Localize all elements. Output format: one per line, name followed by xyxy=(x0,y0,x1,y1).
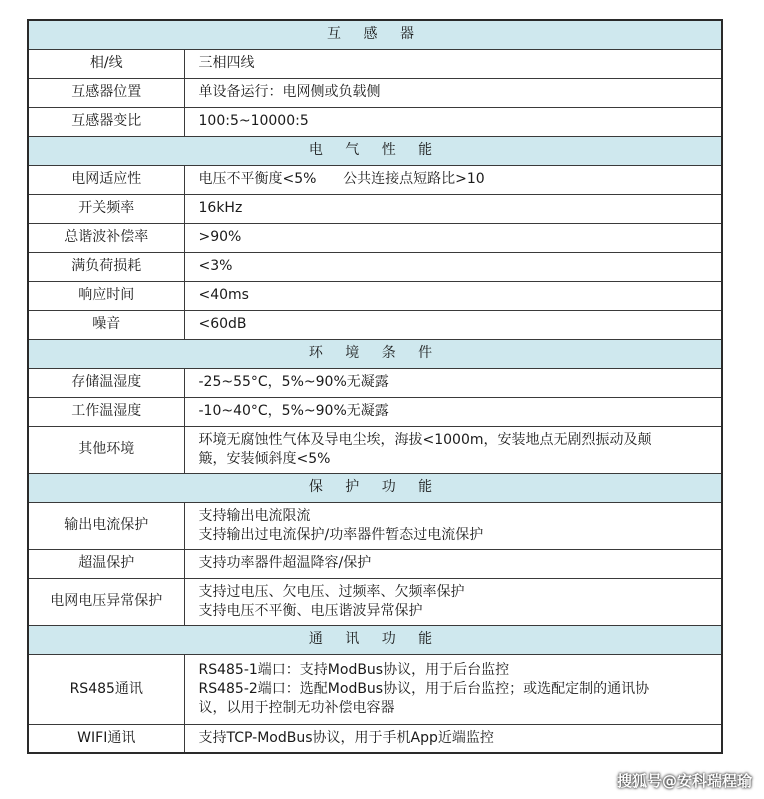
section-title: 保 护 功 能 xyxy=(28,473,722,502)
table-row xyxy=(28,368,722,397)
value-line: 支持电压不平衡、电压谐波异常保护 xyxy=(198,602,423,619)
row-label: 电网适应性 xyxy=(28,165,184,194)
table-row xyxy=(28,281,722,310)
row-value: 100:5~10000:5 xyxy=(184,107,722,136)
row-label: 互感器变比 xyxy=(28,107,184,136)
row-value: 单设备运行：电网侧或负载侧 xyxy=(184,78,722,107)
row-value xyxy=(184,502,722,549)
row-value: <60dB xyxy=(184,310,722,339)
row-label: 噪音 xyxy=(28,310,184,339)
row-label: 开关频率 xyxy=(28,194,184,223)
row-value xyxy=(184,426,722,473)
value-line: 议，以用于控制无功补偿电容器 xyxy=(198,699,395,716)
table-row xyxy=(28,654,722,724)
table-row xyxy=(28,310,722,339)
row-value: 支持TCP-ModBus协议，用于手机App近端监控 xyxy=(184,724,722,753)
section-title: 电 气 性 能 xyxy=(28,136,722,165)
value-line: 簸，安装倾斜度<5% xyxy=(198,450,331,467)
table-row xyxy=(28,223,722,252)
row-value: 三相四线 xyxy=(184,49,722,78)
table-row xyxy=(28,426,722,473)
value-line: 支持过电压、欠电压、过频率、欠频率保护 xyxy=(198,583,465,600)
row-value xyxy=(184,578,722,625)
table-row xyxy=(28,578,722,625)
section-title: 互 感 器 xyxy=(28,20,722,49)
row-label: 输出电流保护 xyxy=(28,502,184,549)
section-title: 通 讯 功 能 xyxy=(28,625,722,654)
value-line: RS485-1端口：支持ModBus协议，用于后台监控 xyxy=(198,661,510,678)
row-label: 相/线 xyxy=(28,49,184,78)
row-label: 工作温湿度 xyxy=(28,397,184,426)
section-title: 环 境 条 件 xyxy=(28,339,722,368)
row-label: WIFI通讯 xyxy=(28,724,184,753)
row-label: 其他环境 xyxy=(28,426,184,473)
row-value: 电压不平衡度<5% 公共连接点短路比>10 xyxy=(184,165,722,194)
table-row xyxy=(28,502,722,549)
row-label: 超温保护 xyxy=(28,549,184,578)
value-line: 环境无腐蚀性气体及导电尘埃，海拔<1000m，安装地点无剧烈振动及颠 xyxy=(198,431,652,448)
table-row xyxy=(28,165,722,194)
table-row xyxy=(28,549,722,578)
table-row xyxy=(28,724,722,753)
row-value: 支持功率器件超温降容/保护 xyxy=(184,549,722,578)
value-line: RS485-2端口：选配ModBus协议，用于后台监控；或选配定制的通讯协 xyxy=(198,680,650,697)
table-row xyxy=(28,78,722,107)
row-label: 电网电压异常保护 xyxy=(28,578,184,625)
row-value: >90% xyxy=(184,223,722,252)
section-header-environment xyxy=(28,339,722,368)
section-header-electrical xyxy=(28,136,722,165)
table-row xyxy=(28,194,722,223)
row-label: 互感器位置 xyxy=(28,78,184,107)
row-value: 16kHz xyxy=(184,194,722,223)
section-header-communication xyxy=(28,625,722,654)
value-line: 支持输出电流限流 xyxy=(198,507,311,524)
spec-table xyxy=(27,19,723,754)
row-label: 存储温湿度 xyxy=(28,368,184,397)
row-value xyxy=(184,654,722,724)
row-label: RS485通讯 xyxy=(28,654,184,724)
table-row xyxy=(28,49,722,78)
row-value: <40ms xyxy=(184,281,722,310)
watermark: 搜狐号@安科瑞程瑜 xyxy=(616,772,752,790)
row-label: 满负荷损耗 xyxy=(28,252,184,281)
row-label: 响应时间 xyxy=(28,281,184,310)
table-row xyxy=(28,397,722,426)
section-header-transformer xyxy=(28,20,722,49)
row-value: -25~55°C，5%~90%无凝露 xyxy=(184,368,722,397)
table-row xyxy=(28,252,722,281)
table-row xyxy=(28,107,722,136)
row-label: 总谐波补偿率 xyxy=(28,223,184,252)
row-value: -10~40°C，5%~90%无凝露 xyxy=(184,397,722,426)
section-header-protection xyxy=(28,473,722,502)
row-value: <3% xyxy=(184,252,722,281)
value-line: 支持输出过电流保护/功率器件暂态过电流保护 xyxy=(198,526,484,543)
